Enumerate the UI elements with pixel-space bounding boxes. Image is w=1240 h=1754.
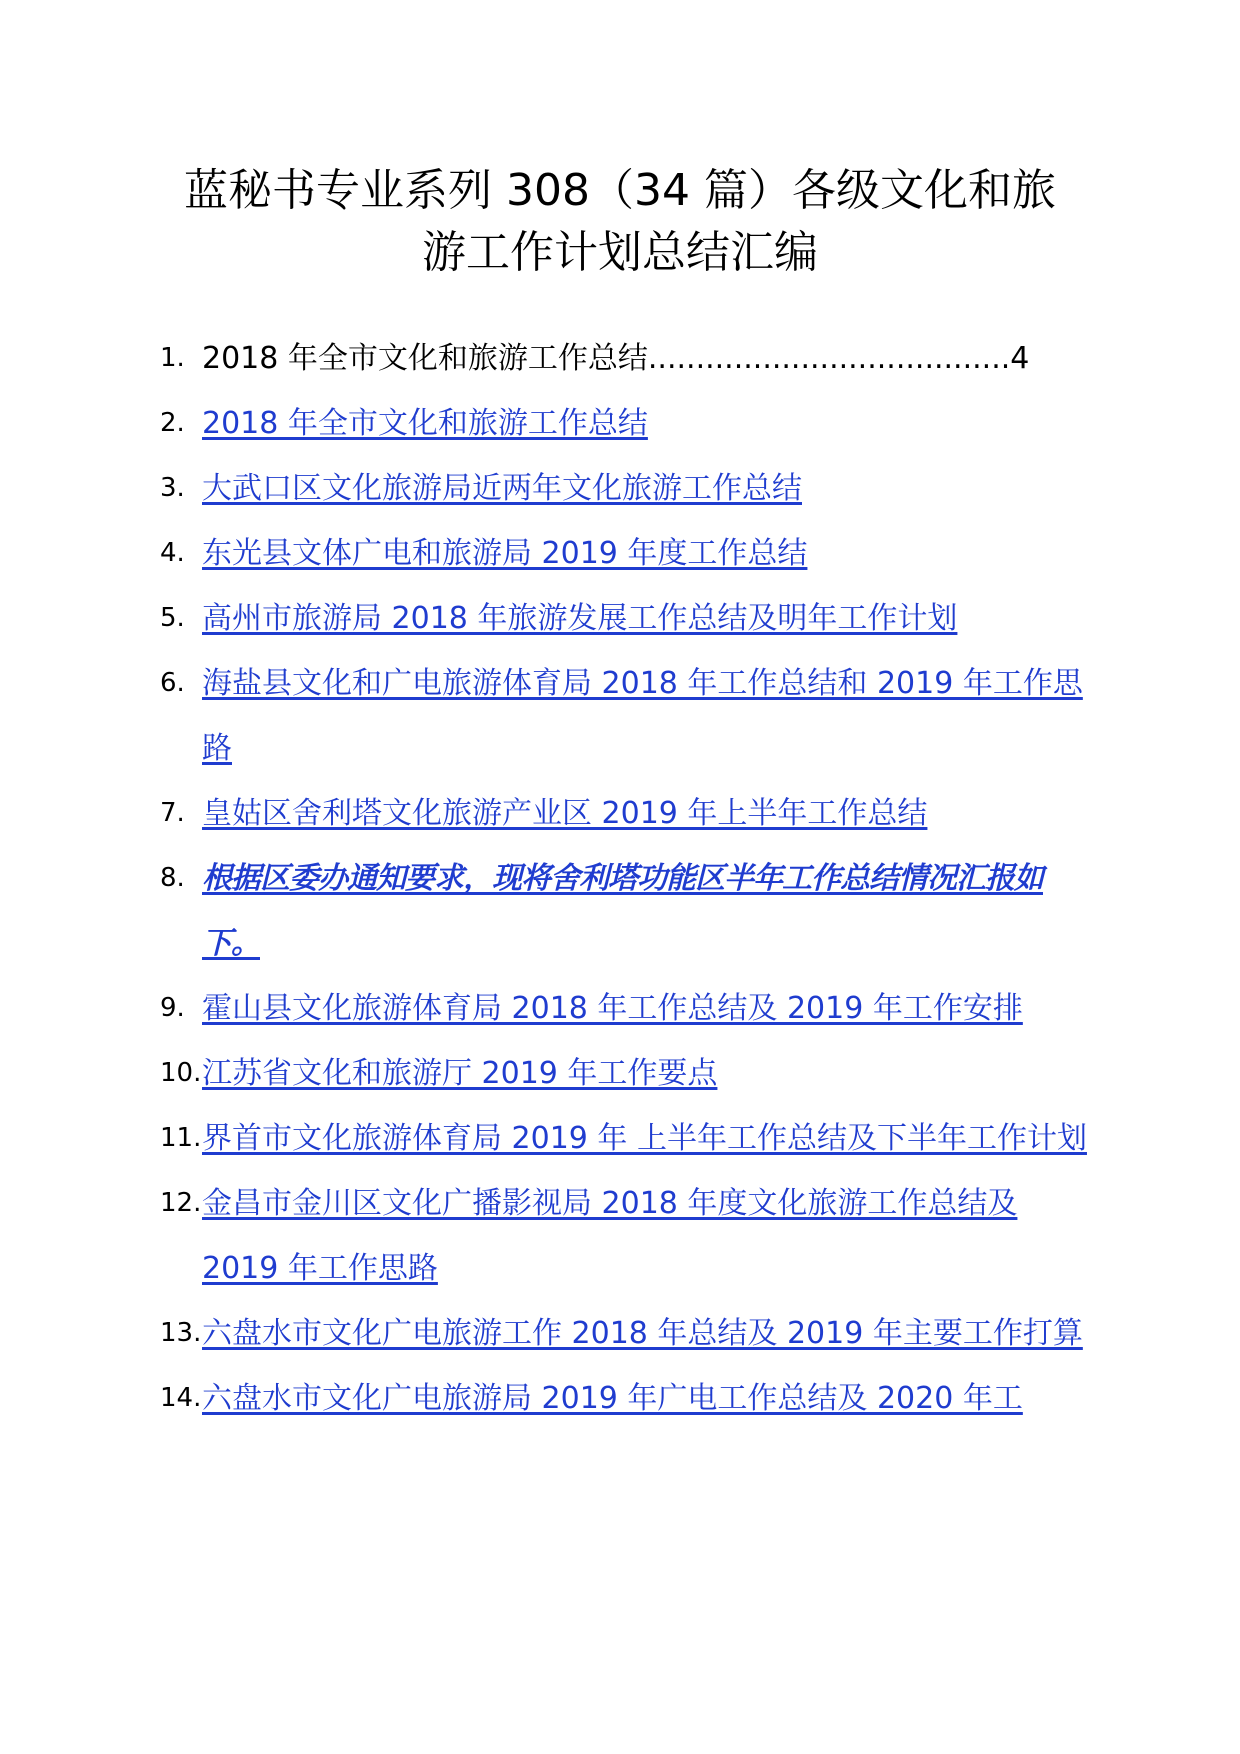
- document-title-line-2: 游工作计划总结汇编: [422, 227, 818, 278]
- toc-item-14: [0, 1366, 1240, 1431]
- toc-item-number: 10.: [160, 1058, 202, 1088]
- toc-link[interactable]: 东光县文体广电和旅游局 2019 年度工作总结: [202, 536, 808, 571]
- toc-item-number: 14.: [160, 1383, 202, 1413]
- toc-link[interactable]: 皇姑区舍利塔文化旅游产业区 2019 年上半年工作总结: [202, 796, 928, 831]
- toc-item-8: [0, 846, 1240, 976]
- toc-item-number: 12.: [160, 1188, 202, 1218]
- toc-link[interactable]: 霍山县文化旅游体育局 2018 年工作总结及 2019 年工作安排: [202, 991, 1023, 1026]
- toc-item-number: 5.: [160, 603, 185, 633]
- document-title-line-1: 蓝秘书专业系列 308（34 篇）各级文化和旅: [184, 165, 1056, 216]
- toc-link[interactable]: 高州市旅游局 2018 年旅游发展工作总结及明年工作计划: [202, 601, 958, 636]
- toc-item-11: [0, 1106, 1240, 1171]
- toc-link-emphasized[interactable]: 根据区委办通知要求，现将舍利塔功能区半年工作总结情况汇报如下。: [202, 861, 1043, 961]
- toc-page-number: 4: [1010, 341, 1030, 376]
- toc-item-number: 1.: [160, 343, 185, 373]
- toc-link[interactable]: 六盘水市文化广电旅游工作 2018 年总结及 2019 年主要工作打算: [202, 1316, 1083, 1351]
- toc-item-number: 9.: [160, 993, 185, 1023]
- toc-item-4: [0, 521, 1240, 586]
- toc-item-number: 2.: [160, 408, 185, 438]
- toc-item-number: 8.: [160, 863, 185, 893]
- toc-item-title: 2018 年全市文化和旅游工作总结: [202, 341, 648, 376]
- toc-item-number: 4.: [160, 538, 185, 568]
- toc-item-number: 11.: [160, 1123, 202, 1153]
- toc-link[interactable]: 六盘水市文化广电旅游局 2019 年广电工作总结及 2020 年工: [202, 1381, 1023, 1416]
- toc-item-1: [0, 326, 1240, 391]
- toc-item-13: [0, 1301, 1240, 1366]
- document-title: [120, 160, 1120, 284]
- toc-item-number: 7.: [160, 798, 185, 828]
- toc-item-2: [0, 391, 1240, 456]
- toc-link[interactable]: 江苏省文化和旅游厅 2019 年工作要点: [202, 1056, 718, 1091]
- table-of-contents: [0, 326, 1240, 1431]
- toc-item-5: [0, 586, 1240, 651]
- toc-item-number: 3.: [160, 473, 185, 503]
- toc-item-7: [0, 781, 1240, 846]
- toc-link[interactable]: 2018 年全市文化和旅游工作总结: [202, 406, 648, 441]
- toc-link[interactable]: 海盐县文化和广电旅游体育局 2018 年工作总结和 2019 年工作思路: [202, 666, 1083, 766]
- toc-link[interactable]: 界首市文化旅游体育局 2019 年 上半年工作总结及下半年工作计划: [202, 1121, 1087, 1156]
- toc-item-number: 13.: [160, 1318, 202, 1348]
- toc-dot-leader: ......................................: [647, 341, 1011, 376]
- toc-item-9: [0, 976, 1240, 1041]
- toc-link[interactable]: 金昌市金川区文化广播影视局 2018 年度文化旅游工作总结及 2019 年工作思路: [202, 1186, 1018, 1286]
- toc-item-10: [0, 1041, 1240, 1106]
- toc-item-6: [0, 651, 1240, 781]
- toc-item-3: [0, 456, 1240, 521]
- toc-item-number: 6.: [160, 668, 185, 698]
- toc-link[interactable]: 大武口区文化旅游局近两年文化旅游工作总结: [202, 471, 802, 506]
- toc-item-12: [0, 1171, 1240, 1301]
